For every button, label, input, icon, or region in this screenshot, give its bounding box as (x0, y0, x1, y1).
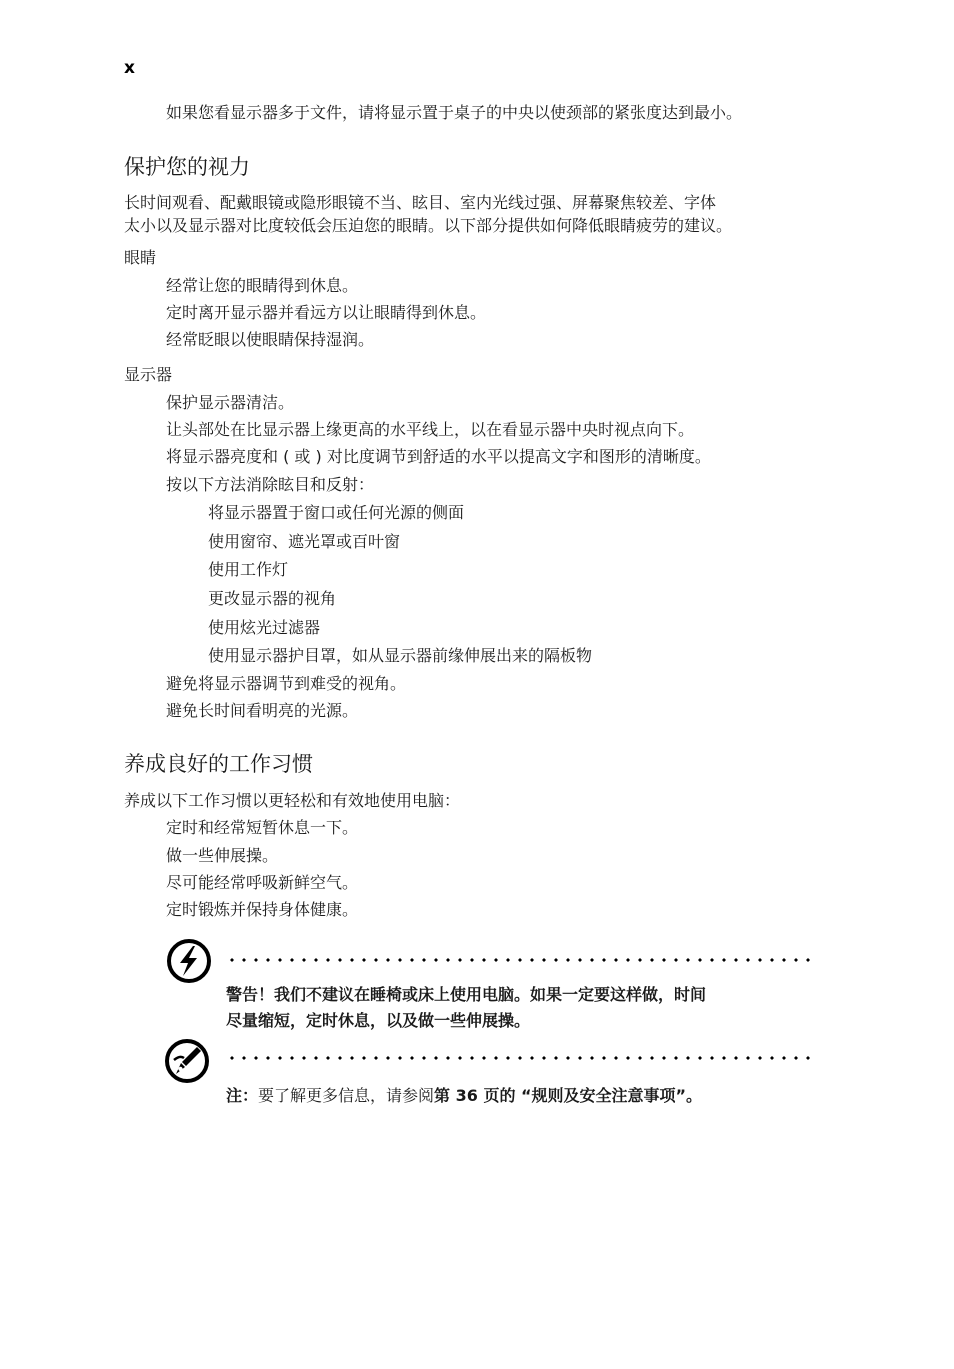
habits-intro: 养成以下工作习惯以更轻松和有效地使用电脑： (124, 791, 461, 810)
sub-list-item: 使用窗帘、遮光罩或百叶窗 (208, 532, 401, 551)
list-item: 经常眨眼以使眼睛保持湿润。 (166, 330, 375, 349)
subheading-display: 显示器 (124, 365, 173, 384)
list-item: 按以下方法消除眩目和反射： (166, 475, 375, 494)
page-number: x (124, 58, 135, 78)
list-item: 尽可能经常呼吸新鲜空气。 (166, 873, 359, 892)
sub-list-item: 使用显示器护目罩，如从显示器前缘伸展出来的隔板物 (208, 646, 593, 665)
note-prefix: 注： (226, 1086, 259, 1105)
list-item: 将显示器亮度和 ( 或 ) 对比度调节到舒适的水平以提高文字和图形的清晰度。 (166, 447, 711, 466)
warning-divider (226, 958, 810, 962)
list-item: 经常让您的眼睛得到休息。 (166, 276, 359, 295)
list-item: 让头部处在比显示器上缘更高的水平线上，以在看显示器中央时视点向下。 (166, 420, 695, 439)
intro-line: 如果您看显示器多于文件，请将显示置于桌子的中央以使颈部的紧张度达到最小。 (166, 103, 743, 122)
note-body: 要了解更多信息，请参阅 (258, 1086, 435, 1105)
sub-list-item: 更改显示器的视角 (208, 589, 337, 608)
note-reference-link[interactable]: 第 36 页的 “规则及安全注意事项” (434, 1086, 687, 1105)
sub-list-item: 使用工作灯 (208, 560, 289, 579)
list-item: 定时离开显示器并看远方以让眼睛得到休息。 (166, 303, 487, 322)
vision-paragraph-line-1: 长时间观看、配戴眼镜或隐形眼镜不当、眩目、室内光线过强、屏幕聚焦较差、字体 (124, 193, 717, 212)
sub-list-item: 将显示器置于窗口或任何光源的侧面 (208, 503, 465, 522)
list-item: 定时锻炼并保持身体健康。 (166, 900, 359, 919)
warning-lightning-icon (166, 938, 212, 984)
list-item: 避免长时间看明亮的光源。 (166, 701, 359, 720)
warning-text-line-2: 尽量缩短，定时休息，以及做一些伸展操。 (226, 1011, 531, 1030)
warning-text-line-1: 警告！我们不建议在睡椅或床上使用电脑。如果一定要这样做，时间 (226, 985, 707, 1004)
note-pen-icon (164, 1038, 210, 1084)
note-text (226, 1086, 702, 1106)
list-item: 定时和经常短暂休息一下。 (166, 818, 359, 837)
section-heading-vision: 保护您的视力 (124, 155, 250, 179)
sub-list-item: 使用炫光过滤器 (208, 618, 321, 637)
section-heading-habits: 养成良好的工作习惯 (124, 752, 313, 776)
note-divider (226, 1056, 810, 1060)
subheading-eyes: 眼睛 (124, 248, 157, 267)
list-item: 保护显示器清洁。 (166, 393, 295, 412)
list-item: 避免将显示器调节到难受的视角。 (166, 674, 407, 693)
vision-paragraph-line-2: 太小以及显示器对比度较低会压迫您的眼睛。以下部分提供如何降低眼睛疲劳的建议。 (124, 216, 733, 235)
list-item: 做一些伸展操。 (166, 846, 279, 865)
note-suffix: 。 (686, 1086, 703, 1105)
